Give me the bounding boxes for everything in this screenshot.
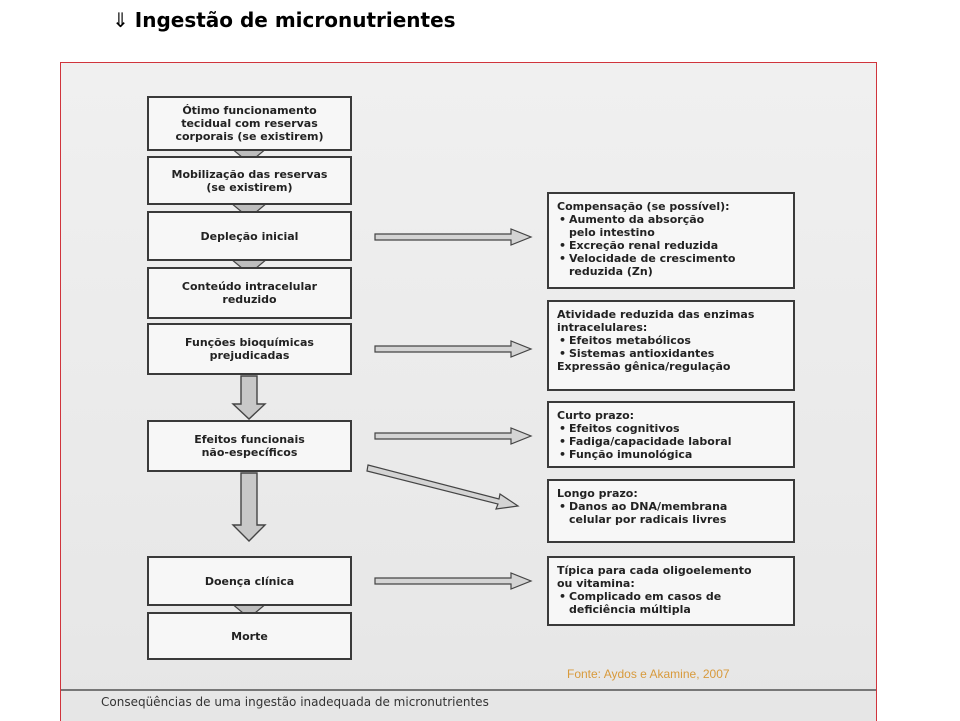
right-arrow-icon (375, 573, 531, 589)
outcome-bullet: • Sistemas antioxidantes (557, 347, 785, 360)
outcome-box-enzyme-activity (547, 300, 795, 391)
stage-box-intracellular (147, 267, 352, 319)
outcome-heading: Compensação (se possível): (557, 200, 730, 213)
outcome-bullet: • Complicado em casos de deficiência múltipla (557, 590, 785, 616)
stage-box-mobilization (147, 156, 352, 205)
outcome-box-typical (547, 556, 795, 626)
outcome-tail: Expressão gênica/regulação (557, 360, 731, 373)
scanned-figure (60, 62, 877, 721)
stage-line: Depleção inicial (200, 229, 299, 243)
outcome-box-compensation (547, 192, 795, 289)
down-arrow-icon: ⇓ (112, 8, 129, 32)
stage-line: Morte (231, 629, 268, 643)
stage-box-functional-effects (147, 420, 352, 472)
stage-line: não-específicos (201, 446, 298, 459)
stage-box-biochemical (147, 323, 352, 375)
outcome-heading: Longo prazo: (557, 487, 638, 500)
outcome-heading: Atividade reduzida das enzimas (557, 308, 755, 321)
caption-divider (61, 689, 876, 691)
diagonal-arrow-icon (367, 465, 518, 509)
outcome-bullet: • Excreção renal reduzida (557, 239, 785, 252)
stage-box-initial-depletion (147, 211, 352, 261)
down-arrow-icon (233, 473, 265, 541)
stage-line: (se existirem) (206, 180, 293, 194)
outcome-box-long-term (547, 479, 795, 543)
stage-line: Efeitos funcionais (194, 433, 305, 446)
stage-box-death (147, 612, 352, 660)
stage-line: Mobilização das reservas (171, 167, 328, 181)
right-arrow-icon (375, 341, 531, 357)
source-citation: Fonte: Aydos e Akamine, 2007 (567, 667, 730, 681)
outcome-bullet: • Aumento da absorção pelo intestino (557, 213, 785, 239)
outcome-box-short-term (547, 401, 795, 468)
slide-title-text: Ingestão de micronutrientes (134, 8, 456, 32)
outcome-heading: Curto prazo: (557, 409, 635, 422)
stage-box-clinical-disease (147, 556, 352, 606)
stage-line: Conteúdo intracelular (181, 280, 318, 293)
stage-line: corporais (se existirem) (175, 130, 324, 143)
stage-line: prejudicadas (209, 349, 290, 362)
stage-line: Doença clínica (204, 574, 295, 588)
outcome-bullet: • Velocidade de crescimento reduzida (Zn) (557, 252, 785, 278)
stage-box-optimal (147, 96, 352, 151)
slide-title (112, 4, 456, 36)
outcome-bullet: • Efeitos metabólicos (557, 334, 785, 347)
stage-line: reduzido (222, 293, 277, 306)
outcome-bullet: • Danos ao DNA/membrana celular por radicais livres (557, 500, 785, 526)
outcome-heading: Típica para cada oligoelemento (557, 564, 752, 577)
down-arrow-icon (233, 376, 265, 419)
figure-caption: Conseqüências de uma ingestão inadequada de micronutrientes (101, 695, 489, 709)
outcome-heading: ou vitamina: (557, 577, 635, 590)
stage-line: Funções bioquímicas (185, 336, 314, 349)
stage-line: Ótimo funcionamento (182, 104, 317, 117)
right-arrow-icon (375, 428, 531, 444)
outcome-heading: intracelulares: (557, 321, 648, 334)
outcome-bullet: • Fadiga/capacidade laboral (557, 435, 785, 448)
stage-line: tecidual com reservas (181, 117, 318, 130)
right-arrow-icon (375, 229, 531, 245)
outcome-bullet: • Efeitos cognitivos (557, 422, 785, 435)
outcome-bullet: • Função imunológica (557, 448, 785, 461)
